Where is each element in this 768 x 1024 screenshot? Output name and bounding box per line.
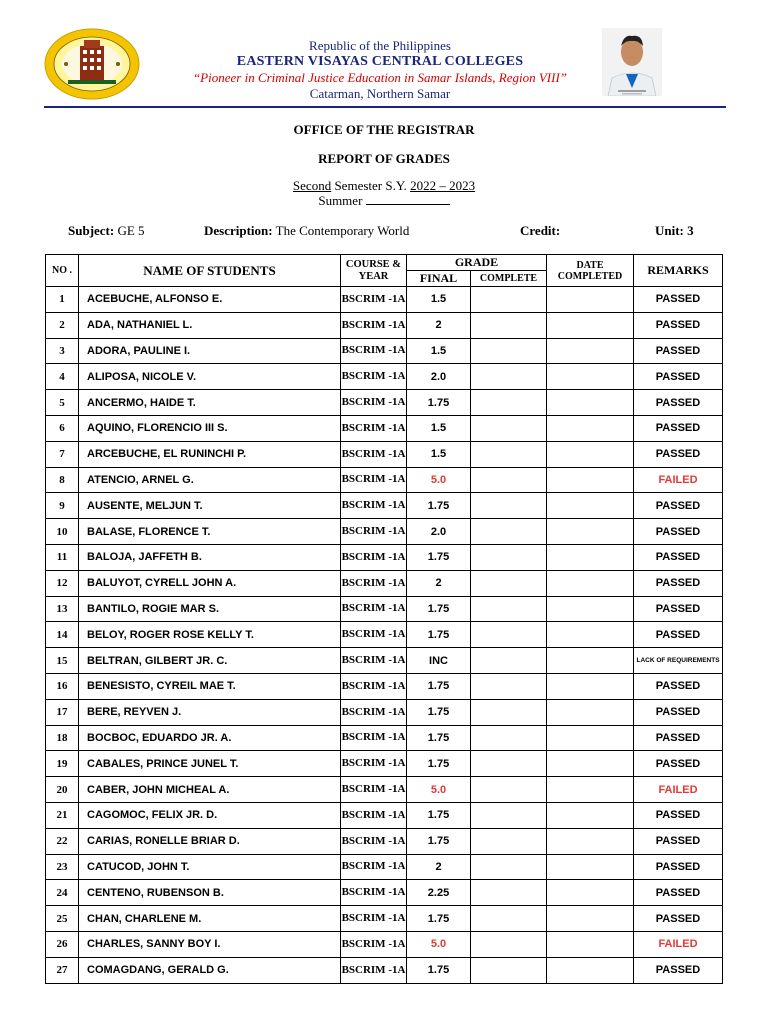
- unit-field: [655, 223, 694, 239]
- unit-label: Unit:: [655, 223, 684, 238]
- table-row: [46, 519, 723, 545]
- final-grade: 1.75: [407, 622, 471, 648]
- table-row: [46, 880, 723, 906]
- final-grade: 5.0: [407, 777, 471, 803]
- student-name: BERE, REYVEN J.: [79, 699, 341, 725]
- complete-grade: [471, 880, 547, 906]
- president-photo: [602, 28, 662, 96]
- school-heading: [160, 38, 600, 102]
- header-divider: [44, 106, 726, 108]
- row-number: 12: [46, 570, 79, 596]
- student-name: ADA, NATHANIEL L.: [79, 312, 341, 338]
- remarks: PASSED: [634, 544, 723, 570]
- header-date-completed: DATE COMPLETED: [547, 255, 634, 287]
- complete-grade: [471, 390, 547, 416]
- course-year: BSCRIM -1A: [341, 751, 407, 777]
- complete-grade: [471, 777, 547, 803]
- complete-grade: [471, 287, 547, 313]
- remarks: PASSED: [634, 338, 723, 364]
- course-year: BSCRIM -1A: [341, 828, 407, 854]
- remarks: PASSED: [634, 622, 723, 648]
- remarks: PASSED: [634, 802, 723, 828]
- row-number: 4: [46, 364, 79, 390]
- remarks: PASSED: [634, 519, 723, 545]
- course-year: BSCRIM -1A: [341, 596, 407, 622]
- description-field: [204, 223, 409, 239]
- summer-label: Summer: [318, 193, 363, 208]
- date-completed: [547, 880, 634, 906]
- remarks: PASSED: [634, 441, 723, 467]
- date-completed: [547, 854, 634, 880]
- final-grade: 1.75: [407, 751, 471, 777]
- final-grade: INC: [407, 648, 471, 674]
- course-year: BSCRIM -1A: [341, 622, 407, 648]
- row-number: 21: [46, 802, 79, 828]
- document-header: [0, 0, 768, 110]
- table-row: [46, 364, 723, 390]
- final-grade: 1.75: [407, 673, 471, 699]
- date-completed: [547, 493, 634, 519]
- final-grade: 1.5: [407, 441, 471, 467]
- remarks: PASSED: [634, 699, 723, 725]
- final-grade: 1.75: [407, 390, 471, 416]
- student-name: CATUCOD, JOHN T.: [79, 854, 341, 880]
- row-number: 1: [46, 287, 79, 313]
- table-row: [46, 725, 723, 751]
- complete-grade: [471, 364, 547, 390]
- student-name: BENESISTO, CYREIL MAE T.: [79, 673, 341, 699]
- complete-grade: [471, 751, 547, 777]
- row-number: 8: [46, 467, 79, 493]
- credit-field: [520, 223, 560, 239]
- final-grade: 5.0: [407, 931, 471, 957]
- row-number: 18: [46, 725, 79, 751]
- row-number: 24: [46, 880, 79, 906]
- date-completed: [547, 725, 634, 751]
- complete-grade: [471, 622, 547, 648]
- row-number: 26: [46, 931, 79, 957]
- complete-grade: [471, 467, 547, 493]
- remarks: PASSED: [634, 312, 723, 338]
- final-grade: 1.75: [407, 725, 471, 751]
- complete-grade: [471, 570, 547, 596]
- row-number: 3: [46, 338, 79, 364]
- remarks: LACK OF REQUIREMENTS: [634, 648, 723, 674]
- date-completed: [547, 338, 634, 364]
- complete-grade: [471, 699, 547, 725]
- complete-grade: [471, 596, 547, 622]
- date-completed: [547, 622, 634, 648]
- republic-line: Republic of the Philippines: [309, 38, 451, 53]
- complete-grade: [471, 441, 547, 467]
- course-year: BSCRIM -1A: [341, 802, 407, 828]
- row-number: 5: [46, 390, 79, 416]
- student-name: CABALES, PRINCE JUNEL T.: [79, 751, 341, 777]
- summer-line: [0, 193, 768, 209]
- student-name: CARIAS, RONELLE BRIAR D.: [79, 828, 341, 854]
- final-grade: 1.75: [407, 493, 471, 519]
- date-completed: [547, 777, 634, 803]
- remarks: PASSED: [634, 725, 723, 751]
- table-row: [46, 802, 723, 828]
- final-grade: 1.75: [407, 544, 471, 570]
- table-row: [46, 957, 723, 983]
- remarks: PASSED: [634, 596, 723, 622]
- row-number: 25: [46, 906, 79, 932]
- course-year: BSCRIM -1A: [341, 880, 407, 906]
- remarks: PASSED: [634, 287, 723, 313]
- table-row: [46, 699, 723, 725]
- student-name: CAGOMOC, FELIX JR. D.: [79, 802, 341, 828]
- header-final: FINAL: [407, 271, 471, 287]
- remarks: FAILED: [634, 777, 723, 803]
- course-year: BSCRIM -1A: [341, 931, 407, 957]
- course-year: BSCRIM -1A: [341, 364, 407, 390]
- course-year: BSCRIM -1A: [341, 725, 407, 751]
- student-name: BOCBOC, EDUARDO JR. A.: [79, 725, 341, 751]
- remarks: PASSED: [634, 415, 723, 441]
- table-row: [46, 673, 723, 699]
- unit-value: 3: [687, 223, 694, 238]
- date-completed: [547, 957, 634, 983]
- final-grade: 1.75: [407, 957, 471, 983]
- row-number: 2: [46, 312, 79, 338]
- remarks: PASSED: [634, 854, 723, 880]
- row-number: 19: [46, 751, 79, 777]
- row-number: 16: [46, 673, 79, 699]
- final-grade: 5.0: [407, 467, 471, 493]
- table-row: [46, 596, 723, 622]
- date-completed: [547, 519, 634, 545]
- final-grade: 2: [407, 312, 471, 338]
- row-number: 20: [46, 777, 79, 803]
- row-number: 14: [46, 622, 79, 648]
- row-number: 23: [46, 854, 79, 880]
- complete-grade: [471, 648, 547, 674]
- student-name: CHAN, CHARLENE M.: [79, 906, 341, 932]
- course-year: BSCRIM -1A: [341, 699, 407, 725]
- school-year: 2022 – 2023: [410, 178, 476, 193]
- table-row: [46, 441, 723, 467]
- table-row: [46, 854, 723, 880]
- table-row: [46, 338, 723, 364]
- subject-label: Subject:: [68, 223, 115, 238]
- course-year: BSCRIM -1A: [341, 648, 407, 674]
- table-row: [46, 493, 723, 519]
- final-grade: 1.75: [407, 906, 471, 932]
- complete-grade: [471, 415, 547, 441]
- row-number: 15: [46, 648, 79, 674]
- course-year: BSCRIM -1A: [341, 493, 407, 519]
- remarks: PASSED: [634, 390, 723, 416]
- course-year: BSCRIM -1A: [341, 544, 407, 570]
- complete-grade: [471, 802, 547, 828]
- college-seal-logo: [44, 28, 140, 100]
- semester-term: Second: [292, 178, 332, 193]
- student-name: ALIPOSA, NICOLE V.: [79, 364, 341, 390]
- student-name: AQUINO, FLORENCIO III S.: [79, 415, 341, 441]
- complete-grade: [471, 906, 547, 932]
- row-number: 11: [46, 544, 79, 570]
- date-completed: [547, 390, 634, 416]
- final-grade: 1.75: [407, 699, 471, 725]
- course-year: BSCRIM -1A: [341, 312, 407, 338]
- table-row: [46, 648, 723, 674]
- row-number: 22: [46, 828, 79, 854]
- final-grade: 1.5: [407, 338, 471, 364]
- semester-mid: Semester S.Y.: [331, 178, 411, 193]
- final-grade: 1.75: [407, 802, 471, 828]
- school-location: Catarman, Northern Samar: [309, 86, 451, 101]
- final-grade: 2.0: [407, 364, 471, 390]
- table-row: [46, 415, 723, 441]
- table-row: [46, 931, 723, 957]
- course-year: BSCRIM -1A: [341, 441, 407, 467]
- student-name: CENTENO, RUBENSON B.: [79, 880, 341, 906]
- student-name: CHARLES, SANNY BOY I.: [79, 931, 341, 957]
- course-year: BSCRIM -1A: [341, 338, 407, 364]
- header-complete: COMPLETE: [471, 271, 547, 287]
- final-grade: 1.75: [407, 828, 471, 854]
- course-year: BSCRIM -1A: [341, 906, 407, 932]
- student-name: BANTILO, ROGIE MAR S.: [79, 596, 341, 622]
- date-completed: [547, 467, 634, 493]
- grades-table: [45, 254, 723, 984]
- table-row: [46, 622, 723, 648]
- course-year: BSCRIM -1A: [341, 287, 407, 313]
- date-completed: [547, 906, 634, 932]
- table-row: [46, 570, 723, 596]
- remarks: PASSED: [634, 880, 723, 906]
- complete-grade: [471, 725, 547, 751]
- course-year: BSCRIM -1A: [341, 415, 407, 441]
- student-name: BALASE, FLORENCE T.: [79, 519, 341, 545]
- student-name: ANCERMO, HAIDE T.: [79, 390, 341, 416]
- grades-table-body: [46, 287, 723, 984]
- student-name: BELOY, ROGER ROSE KELLY T.: [79, 622, 341, 648]
- date-completed: [547, 312, 634, 338]
- final-grade: 1.5: [407, 287, 471, 313]
- complete-grade: [471, 957, 547, 983]
- date-completed: [547, 648, 634, 674]
- complete-grade: [471, 493, 547, 519]
- final-grade: 1.75: [407, 596, 471, 622]
- complete-grade: [471, 828, 547, 854]
- course-year: BSCRIM -1A: [341, 777, 407, 803]
- credit-label: Credit:: [520, 223, 561, 238]
- student-name: BALUYOT, CYRELL JOHN A.: [79, 570, 341, 596]
- school-motto: “Pioneer in Criminal Justice Education in Samar Islands, Region VIII”: [192, 70, 568, 85]
- date-completed: [547, 673, 634, 699]
- course-year: BSCRIM -1A: [341, 467, 407, 493]
- row-number: 27: [46, 957, 79, 983]
- student-name: BALOJA, JAFFETH B.: [79, 544, 341, 570]
- header-course: COURSE & YEAR: [341, 255, 407, 287]
- final-grade: 2: [407, 570, 471, 596]
- student-name: AUSENTE, MELJUN T.: [79, 493, 341, 519]
- date-completed: [547, 570, 634, 596]
- date-completed: [547, 287, 634, 313]
- student-name: ACEBUCHE, ALFONSO E.: [79, 287, 341, 313]
- office-title: OFFICE OF THE REGISTRAR: [293, 122, 475, 137]
- table-row: [46, 390, 723, 416]
- table-row: [46, 312, 723, 338]
- remarks: PASSED: [634, 906, 723, 932]
- student-name: CABER, JOHN MICHEAL A.: [79, 777, 341, 803]
- remarks: PASSED: [634, 673, 723, 699]
- header-no: NO .: [46, 255, 79, 287]
- school-name: EASTERN VISAYAS CENTRAL COLLEGES: [236, 54, 524, 69]
- table-row: [46, 544, 723, 570]
- date-completed: [547, 699, 634, 725]
- complete-grade: [471, 854, 547, 880]
- student-name: COMAGDANG, GERALD G.: [79, 957, 341, 983]
- table-row: [46, 906, 723, 932]
- date-completed: [547, 544, 634, 570]
- description-value: The Contemporary World: [275, 223, 410, 238]
- final-grade: 2.25: [407, 880, 471, 906]
- remarks: PASSED: [634, 493, 723, 519]
- subject-value: GE 5: [117, 223, 145, 238]
- header-remarks: REMARKS: [634, 255, 723, 287]
- row-number: 6: [46, 415, 79, 441]
- course-year: BSCRIM -1A: [341, 854, 407, 880]
- date-completed: [547, 751, 634, 777]
- complete-grade: [471, 312, 547, 338]
- table-row: [46, 467, 723, 493]
- date-completed: [547, 364, 634, 390]
- course-year: BSCRIM -1A: [341, 519, 407, 545]
- student-name: BELTRAN, GILBERT JR. C.: [79, 648, 341, 674]
- complete-grade: [471, 544, 547, 570]
- table-row: [46, 287, 723, 313]
- date-completed: [547, 596, 634, 622]
- row-number: 13: [46, 596, 79, 622]
- report-title: REPORT OF GRADES: [318, 151, 450, 166]
- row-number: 10: [46, 519, 79, 545]
- header-name: NAME OF STUDENTS: [79, 255, 341, 287]
- semester-line: [0, 178, 768, 194]
- course-year: BSCRIM -1A: [341, 673, 407, 699]
- student-name: ADORA, PAULINE I.: [79, 338, 341, 364]
- subject-field: [68, 223, 145, 239]
- final-grade: 2.0: [407, 519, 471, 545]
- course-year: BSCRIM -1A: [341, 390, 407, 416]
- student-name: ATENCIO, ARNEL G.: [79, 467, 341, 493]
- table-row: [46, 777, 723, 803]
- complete-grade: [471, 673, 547, 699]
- complete-grade: [471, 338, 547, 364]
- course-year: BSCRIM -1A: [341, 957, 407, 983]
- row-number: 7: [46, 441, 79, 467]
- course-year: BSCRIM -1A: [341, 570, 407, 596]
- complete-grade: [471, 519, 547, 545]
- remarks: PASSED: [634, 570, 723, 596]
- remarks: PASSED: [634, 828, 723, 854]
- date-completed: [547, 802, 634, 828]
- student-name: ARCEBUCHE, EL RUNINCHI P.: [79, 441, 341, 467]
- remarks: PASSED: [634, 957, 723, 983]
- final-grade: 1.5: [407, 415, 471, 441]
- remarks: FAILED: [634, 931, 723, 957]
- date-completed: [547, 828, 634, 854]
- remarks: FAILED: [634, 467, 723, 493]
- row-number: 17: [46, 699, 79, 725]
- date-completed: [547, 415, 634, 441]
- row-number: 9: [46, 493, 79, 519]
- description-label: Description:: [204, 223, 273, 238]
- table-row: [46, 751, 723, 777]
- remarks: PASSED: [634, 751, 723, 777]
- date-completed: [547, 441, 634, 467]
- final-grade: 2: [407, 854, 471, 880]
- complete-grade: [471, 931, 547, 957]
- summer-blank: [366, 193, 450, 205]
- date-completed: [547, 931, 634, 957]
- table-row: [46, 828, 723, 854]
- header-grade: GRADE: [407, 255, 547, 271]
- remarks: PASSED: [634, 364, 723, 390]
